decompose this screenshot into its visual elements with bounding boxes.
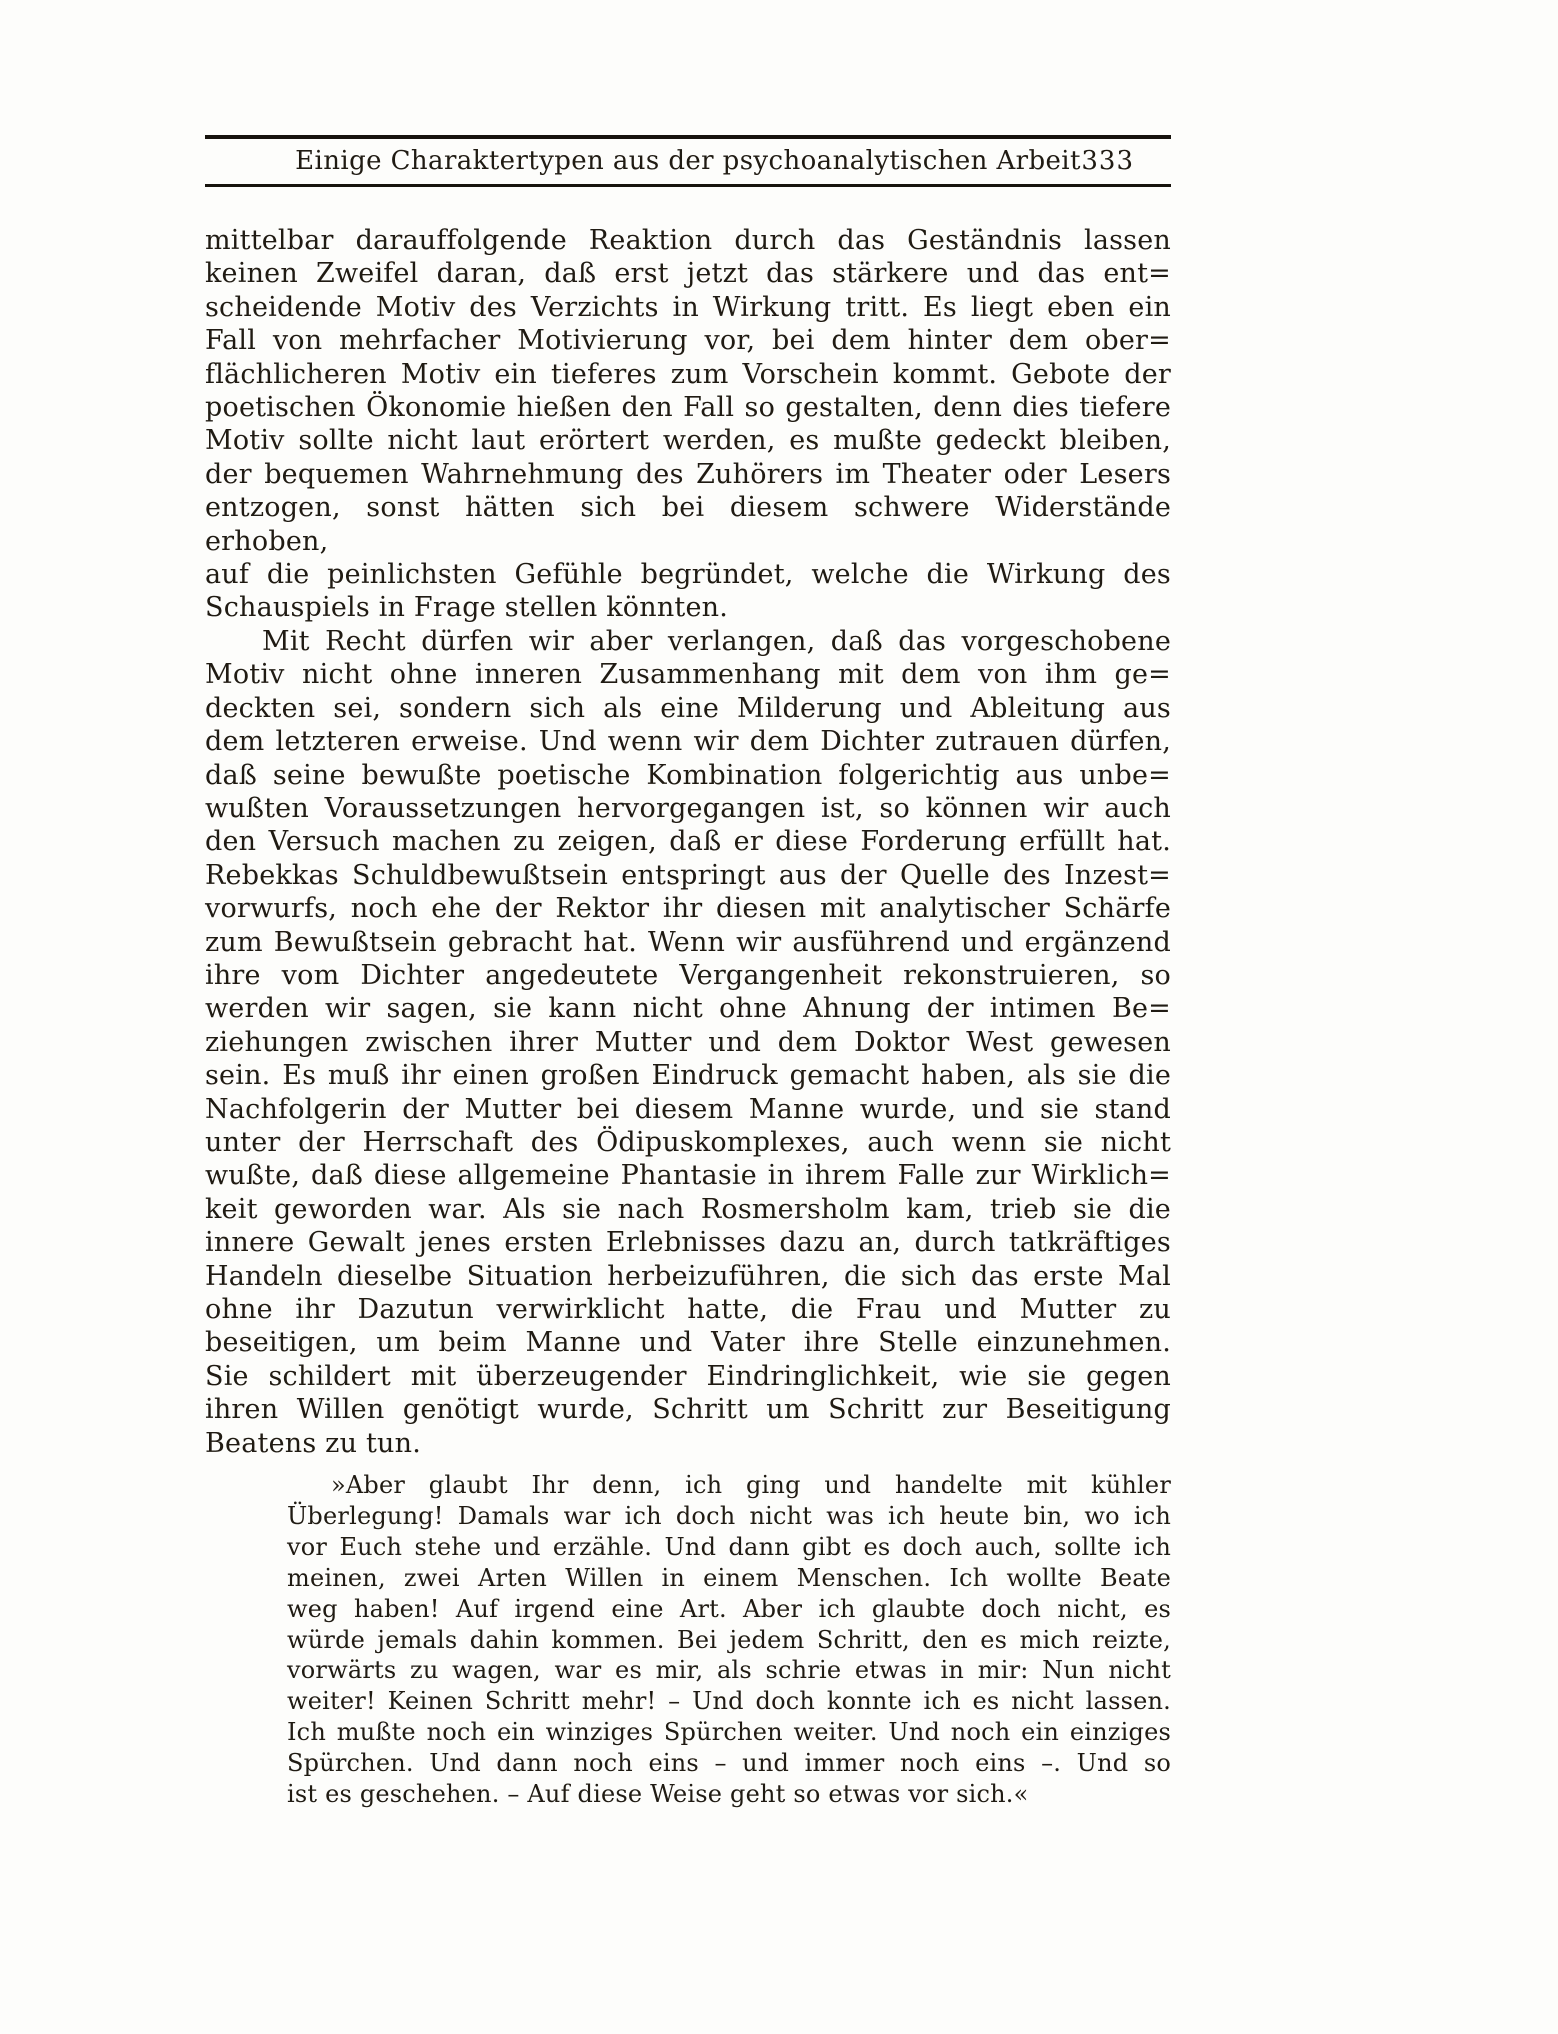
text-line: poetischen Ökonomie hießen den Fall so gestalten, denn dies tiefere xyxy=(205,392,1171,424)
text-line: Beatens zu tun. xyxy=(205,1427,421,1459)
text-line: auf die peinlichsten Gefühle begründet, welche die Wirkung des xyxy=(205,559,1171,591)
page-number: 333 xyxy=(1081,146,1134,176)
text-line: Motiv sollte nicht laut erörtert werden, es mußte gedeckt bleiben, xyxy=(205,425,1171,457)
text-line: vor Euch stehe und erzähle. Und dann gibt es doch auch, sollte ich xyxy=(287,1532,1171,1561)
text-line: Sie schildert mit überzeugender Eindringlichkeit, wie sie gegen xyxy=(205,1360,1171,1392)
text-line: wußten Voraussetzungen hervorgegangen ist, so können wir auch xyxy=(205,792,1171,824)
text-line: ihren Willen genötigt wurde, Schritt um Schritt zur Beseitigung xyxy=(205,1394,1171,1426)
text-line: weg haben! Auf irgend eine Art. Aber ich glaubte doch nicht, es xyxy=(287,1594,1171,1623)
text-line: innere Gewalt jenes ersten Erlebnisses dazu an, durch tatkräftiges xyxy=(205,1227,1171,1259)
text-line: meinen, zwei Arten Willen in einem Menschen. Ich wollte Beate xyxy=(287,1563,1171,1592)
text-line: flächlicheren Motiv ein tieferes zum Vorschein kommt. Gebote der xyxy=(205,358,1171,390)
text-line: deckten sei, sondern sich als eine Milderung und Ableitung aus xyxy=(205,692,1171,724)
header-rule-bottom xyxy=(205,184,1171,187)
text-line: Motiv nicht ohne inneren Zusammenhang mit dem von ihm ge= xyxy=(205,659,1171,691)
text-line: werden wir sagen, sie kann nicht ohne Ahnung der intimen Be= xyxy=(205,993,1171,1025)
text-line: zum Bewußtsein gebracht hat. Wenn wir ausführend und ergänzend xyxy=(205,926,1171,958)
page-title: Einige Charaktertypen aus der psychoanalytischen Arbeit xyxy=(295,146,1081,176)
running-header xyxy=(205,140,1171,182)
text-line: Rebekkas Schuldbewußtsein entspringt aus der Quelle des Inzest= xyxy=(205,859,1171,891)
text-line: ihre vom Dichter angedeutete Vergangenheit rekonstruieren, so xyxy=(205,959,1171,991)
text-line: ohne ihr Dazutun verwirklicht hatte, die Frau und Mutter zu xyxy=(205,1294,1171,1325)
text-line: sein. Es muß ihr einen großen Eindruck gemacht haben, als sie die xyxy=(205,1060,1171,1092)
text-line: wußte, daß diese allgemeine Phantasie in ihrem Falle zur Wirklich= xyxy=(205,1160,1171,1192)
text-line: vorwurfs, noch ehe der Rektor ihr diesen mit analytischer Schärfe xyxy=(205,893,1171,925)
text-line: mittelbar darauffolgende Reaktion durch das Geständnis lassen xyxy=(205,225,1171,256)
text-line: dem letzteren erweise. Und wenn wir dem Dichter zutrauen dürfen, xyxy=(205,726,1171,758)
text-line: scheidende Motiv des Verzichts in Wirkung tritt. Es liegt eben ein xyxy=(205,291,1171,323)
text-line: entzogen, sonst hätten sich bei diesem schwere Widerstände erhoben, xyxy=(205,492,1171,557)
text-line: Spürchen. Und dann noch eins – und immer noch eins –. Und so xyxy=(287,1749,1171,1778)
header-rule-top xyxy=(205,135,1171,139)
text-line: den Versuch machen zu zeigen, daß er diese Forderung erfüllt hat. xyxy=(205,826,1171,858)
text-line: Fall von mehrfacher Motivierung vor, bei dem hinter dem ober= xyxy=(205,325,1171,357)
text-line: Handeln dieselbe Situation herbeizuführen, die sich das erste Mal xyxy=(205,1260,1171,1292)
text-line: Schauspiels in Frage stellen könnten. xyxy=(205,592,729,624)
text-line: unter der Herrschaft des Ödipuskomplexes, auch wenn sie nicht xyxy=(205,1126,1171,1158)
text-line: würde jemals dahin kommen. Bei jedem Schritt, den es mich reizte, xyxy=(287,1625,1171,1654)
text-line: keit geworden war. Als sie nach Rosmersholm kam, trieb sie die xyxy=(205,1193,1171,1225)
block-quote xyxy=(287,1470,1171,1810)
text-line: keinen Zweifel daran, daß erst jetzt das stärkere und das ent= xyxy=(205,258,1171,290)
text-line: vorwärts zu wagen, war es mir, als schrie etwas in mir: Nun nicht xyxy=(287,1656,1171,1685)
text-line: »Aber glaubt Ihr denn, ich ging und handelte mit kühler xyxy=(331,1471,1171,1499)
text-line: Mit Recht dürfen wir aber verlangen, daß das vorgeschobene xyxy=(262,625,1171,657)
text-line: weiter! Keinen Schritt mehr! – Und doch konnte ich es nicht lassen. xyxy=(287,1687,1171,1716)
body-text xyxy=(205,224,1171,1460)
text-line: ziehungen zwischen ihrer Mutter und dem Doktor West gewesen xyxy=(205,1026,1171,1058)
text-line: Nachfolgerin der Mutter bei diesem Manne wurde, und sie stand xyxy=(205,1093,1171,1125)
text-line: daß seine bewußte poetische Kombination folgerichtig aus unbe= xyxy=(205,759,1171,791)
text-line: ist es geschehen. – Auf diese Weise geht so etwas vor sich.« xyxy=(287,1780,1029,1809)
text-line: Überlegung! Damals war ich doch nicht was ich heute bin, wo ich xyxy=(287,1501,1171,1530)
text-line: der bequemen Wahrnehmung des Zuhörers im Theater oder Lesers xyxy=(205,458,1171,490)
text-line: Ich mußte noch ein winziges Spürchen weiter. Und noch ein einziges xyxy=(287,1718,1171,1747)
text-line: beseitigen, um beim Manne und Vater ihre Stelle einzunehmen. xyxy=(205,1327,1171,1359)
